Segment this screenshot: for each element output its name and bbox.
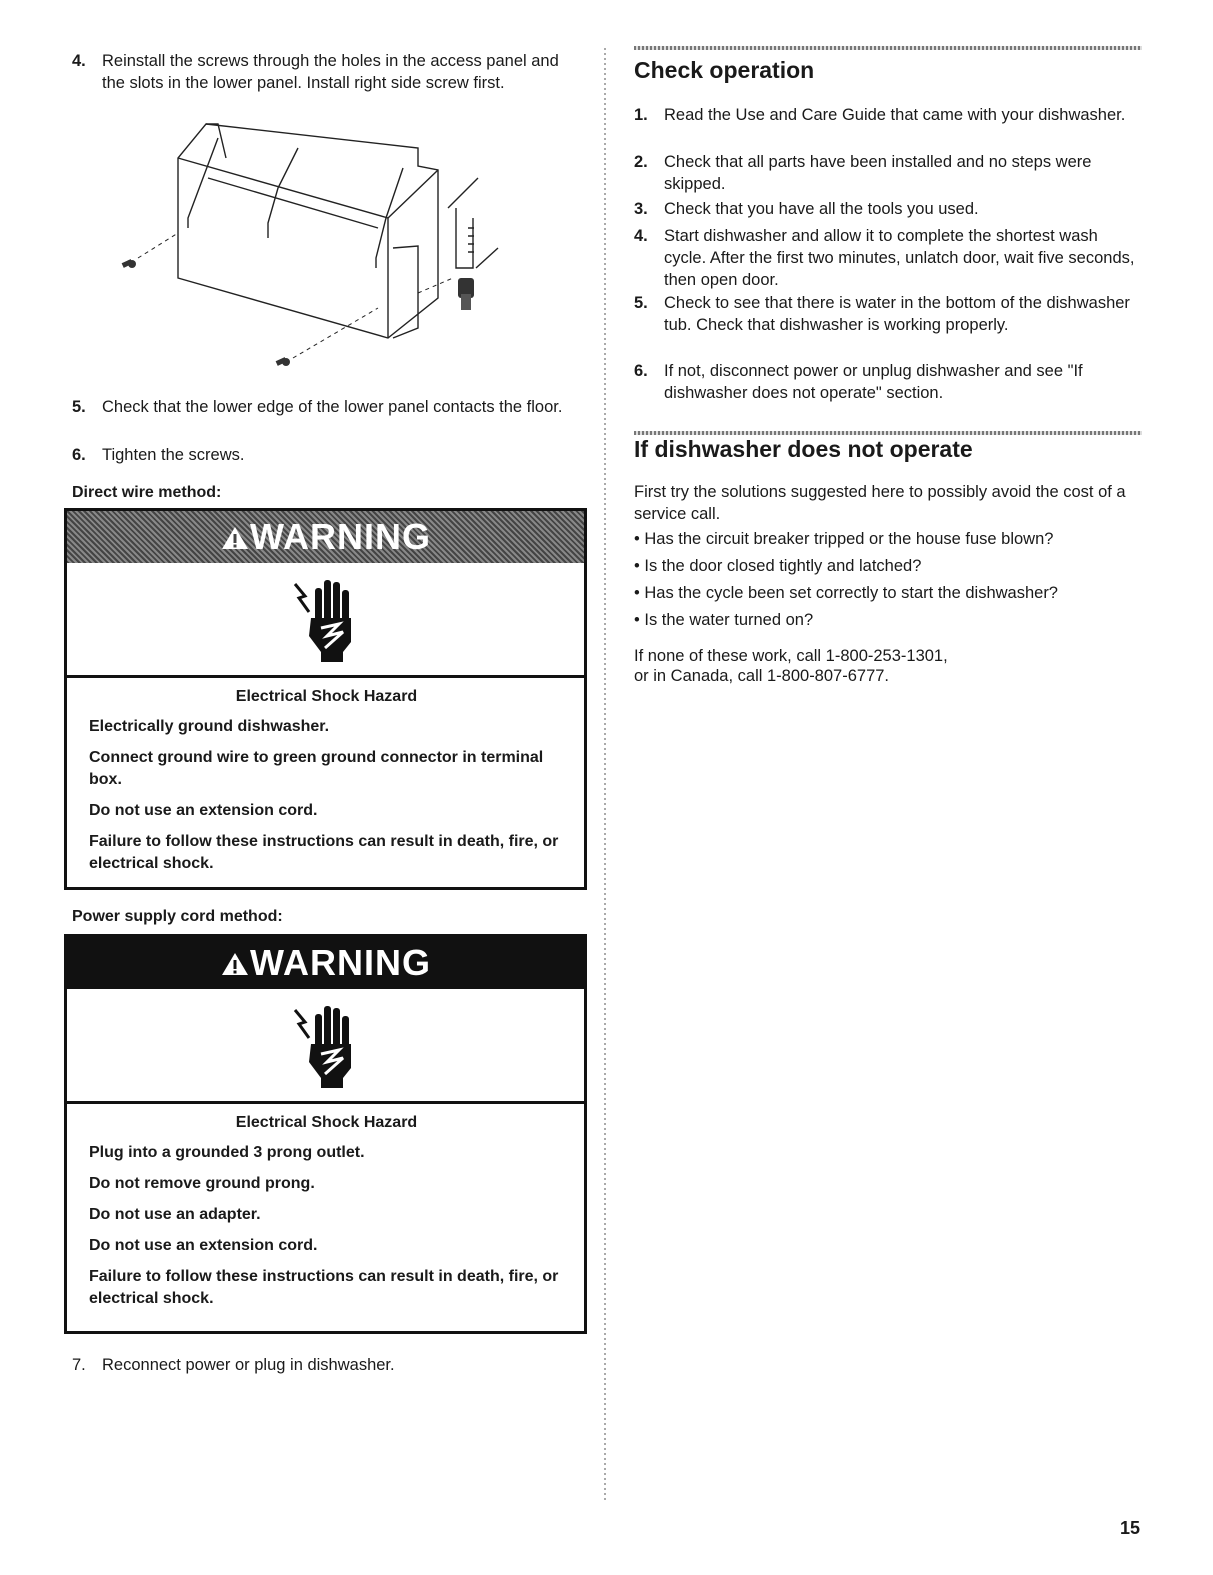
step-text: Check to see that there is water in the bottom of the dishwasher tub. Check that dishwasher is working properly. bbox=[664, 294, 1130, 334]
bullet-item: • Is the door closed tightly and latched? bbox=[634, 557, 922, 575]
step-number: 7. bbox=[72, 1356, 86, 1374]
step-number: 1. bbox=[634, 106, 648, 124]
shock-hand-icon-area bbox=[67, 563, 584, 678]
power-cord-heading: Power supply cord method: bbox=[72, 908, 283, 925]
step-text: Check that all parts have been installed and no steps were skipped. bbox=[664, 153, 1092, 193]
step-text: Read the Use and Care Guide that came with your dishwasher. bbox=[664, 106, 1126, 124]
step-number: 4. bbox=[634, 227, 648, 245]
step-6 bbox=[72, 444, 572, 466]
warning-body bbox=[67, 678, 584, 894]
warning-line: Failure to follow these instructions can result in death, fire, or electrical shock. bbox=[89, 1268, 559, 1307]
noop-heading: If dishwasher does not operate bbox=[634, 436, 973, 462]
check-step bbox=[634, 360, 1139, 404]
bullet-text: Is the door closed tightly and latched? bbox=[644, 557, 922, 575]
warning-box-power-cord bbox=[64, 934, 587, 1334]
warning-line: Do not use an extension cord. bbox=[89, 802, 318, 819]
access-panel-illustration bbox=[118, 118, 518, 374]
warning-line: Do not use an extension cord. bbox=[89, 1237, 318, 1254]
warning-line: Plug into a grounded 3 prong outlet. bbox=[89, 1144, 365, 1161]
check-operation-heading: Check operation bbox=[634, 57, 815, 83]
warning-box-direct-wire bbox=[64, 508, 587, 890]
warning-line: Failure to follow these instructions can result in death, fire, or electrical shock. bbox=[89, 833, 559, 872]
bullet-text: Is the water turned on? bbox=[644, 611, 814, 629]
warning-line: Do not use an adapter. bbox=[89, 1206, 261, 1223]
bullet-item: • Has the circuit breaker tripped or the house fuse blown? bbox=[634, 530, 1054, 548]
check-step bbox=[634, 198, 1139, 220]
column-separator bbox=[604, 48, 606, 1503]
warning-triangle-icon bbox=[220, 525, 250, 551]
step-number: 3. bbox=[634, 200, 648, 218]
check-step bbox=[634, 225, 1139, 291]
step-text: Check that the lower edge of the lower panel contacts the floor. bbox=[102, 398, 563, 416]
step-text: Start dishwasher and allow it to complete the shortest wash cycle. After the first two minutes, unlatch door, wait five seconds, then open door. bbox=[664, 227, 1135, 289]
bullet-text: Has the cycle been set correctly to start the dishwasher? bbox=[644, 584, 1058, 602]
step-4 bbox=[72, 50, 572, 94]
direct-wire-heading: Direct wire method: bbox=[72, 484, 222, 501]
section-rule bbox=[634, 46, 1142, 50]
step-number: 2. bbox=[634, 153, 648, 171]
step-number: 6. bbox=[72, 446, 86, 464]
warning-line: Electrically ground dishwasher. bbox=[89, 718, 330, 735]
step-number: 4. bbox=[72, 52, 86, 70]
warning-header bbox=[67, 937, 584, 989]
bullet-item: • Has the cycle been set correctly to start the dishwasher? bbox=[634, 584, 1058, 602]
check-step bbox=[634, 292, 1139, 336]
step-text: Tighten the screws. bbox=[102, 446, 245, 464]
step-5 bbox=[72, 396, 572, 418]
step-7 bbox=[72, 1354, 572, 1376]
page-number: 15 bbox=[1120, 1518, 1141, 1538]
step-text: Reconnect power or plug in dishwasher. bbox=[102, 1356, 395, 1374]
warning-triangle-icon bbox=[220, 951, 250, 977]
check-step bbox=[634, 151, 1139, 195]
electrical-shock-hand-icon bbox=[291, 574, 361, 664]
contact-line-2: or in Canada, call 1-800-807-6777. bbox=[634, 667, 890, 685]
warning-body bbox=[67, 1104, 584, 1329]
hazard-title: Electrical Shock Hazard bbox=[235, 1114, 418, 1131]
step-text: Reinstall the screws through the holes in the access panel and the slots in the lower panel. Install right side screw first. bbox=[102, 52, 559, 92]
section-rule bbox=[634, 431, 1142, 435]
bullet-item: • Is the water turned on? bbox=[634, 611, 814, 629]
contact-line-1: If none of these work, call 1-800-253-1301, bbox=[634, 647, 948, 665]
electrical-shock-hand-icon bbox=[291, 1000, 361, 1090]
step-number: 5. bbox=[634, 294, 648, 312]
noop-intro: First try the solutions suggested here to possibly avoid the cost of a service call. bbox=[634, 483, 1126, 523]
hazard-title: Electrical Shock Hazard bbox=[235, 688, 418, 705]
check-step bbox=[634, 104, 1139, 126]
shock-hand-icon-area bbox=[67, 989, 584, 1104]
step-text: Check that you have all the tools you used. bbox=[664, 200, 979, 218]
warning-title: WARNING bbox=[220, 516, 431, 558]
bullet-text: Has the circuit breaker tripped or the house fuse blown? bbox=[644, 530, 1054, 548]
step-number: 5. bbox=[72, 398, 86, 416]
warning-header bbox=[67, 511, 584, 563]
warning-line: Connect ground wire to green ground connector in terminal box. bbox=[89, 749, 544, 788]
warning-title: WARNING bbox=[220, 942, 431, 984]
step-number: 6. bbox=[634, 362, 648, 380]
warning-line: Do not remove ground prong. bbox=[89, 1175, 315, 1192]
step-text: If not, disconnect power or unplug dishwasher and see "If dishwasher does not operate" section. bbox=[664, 362, 1083, 402]
